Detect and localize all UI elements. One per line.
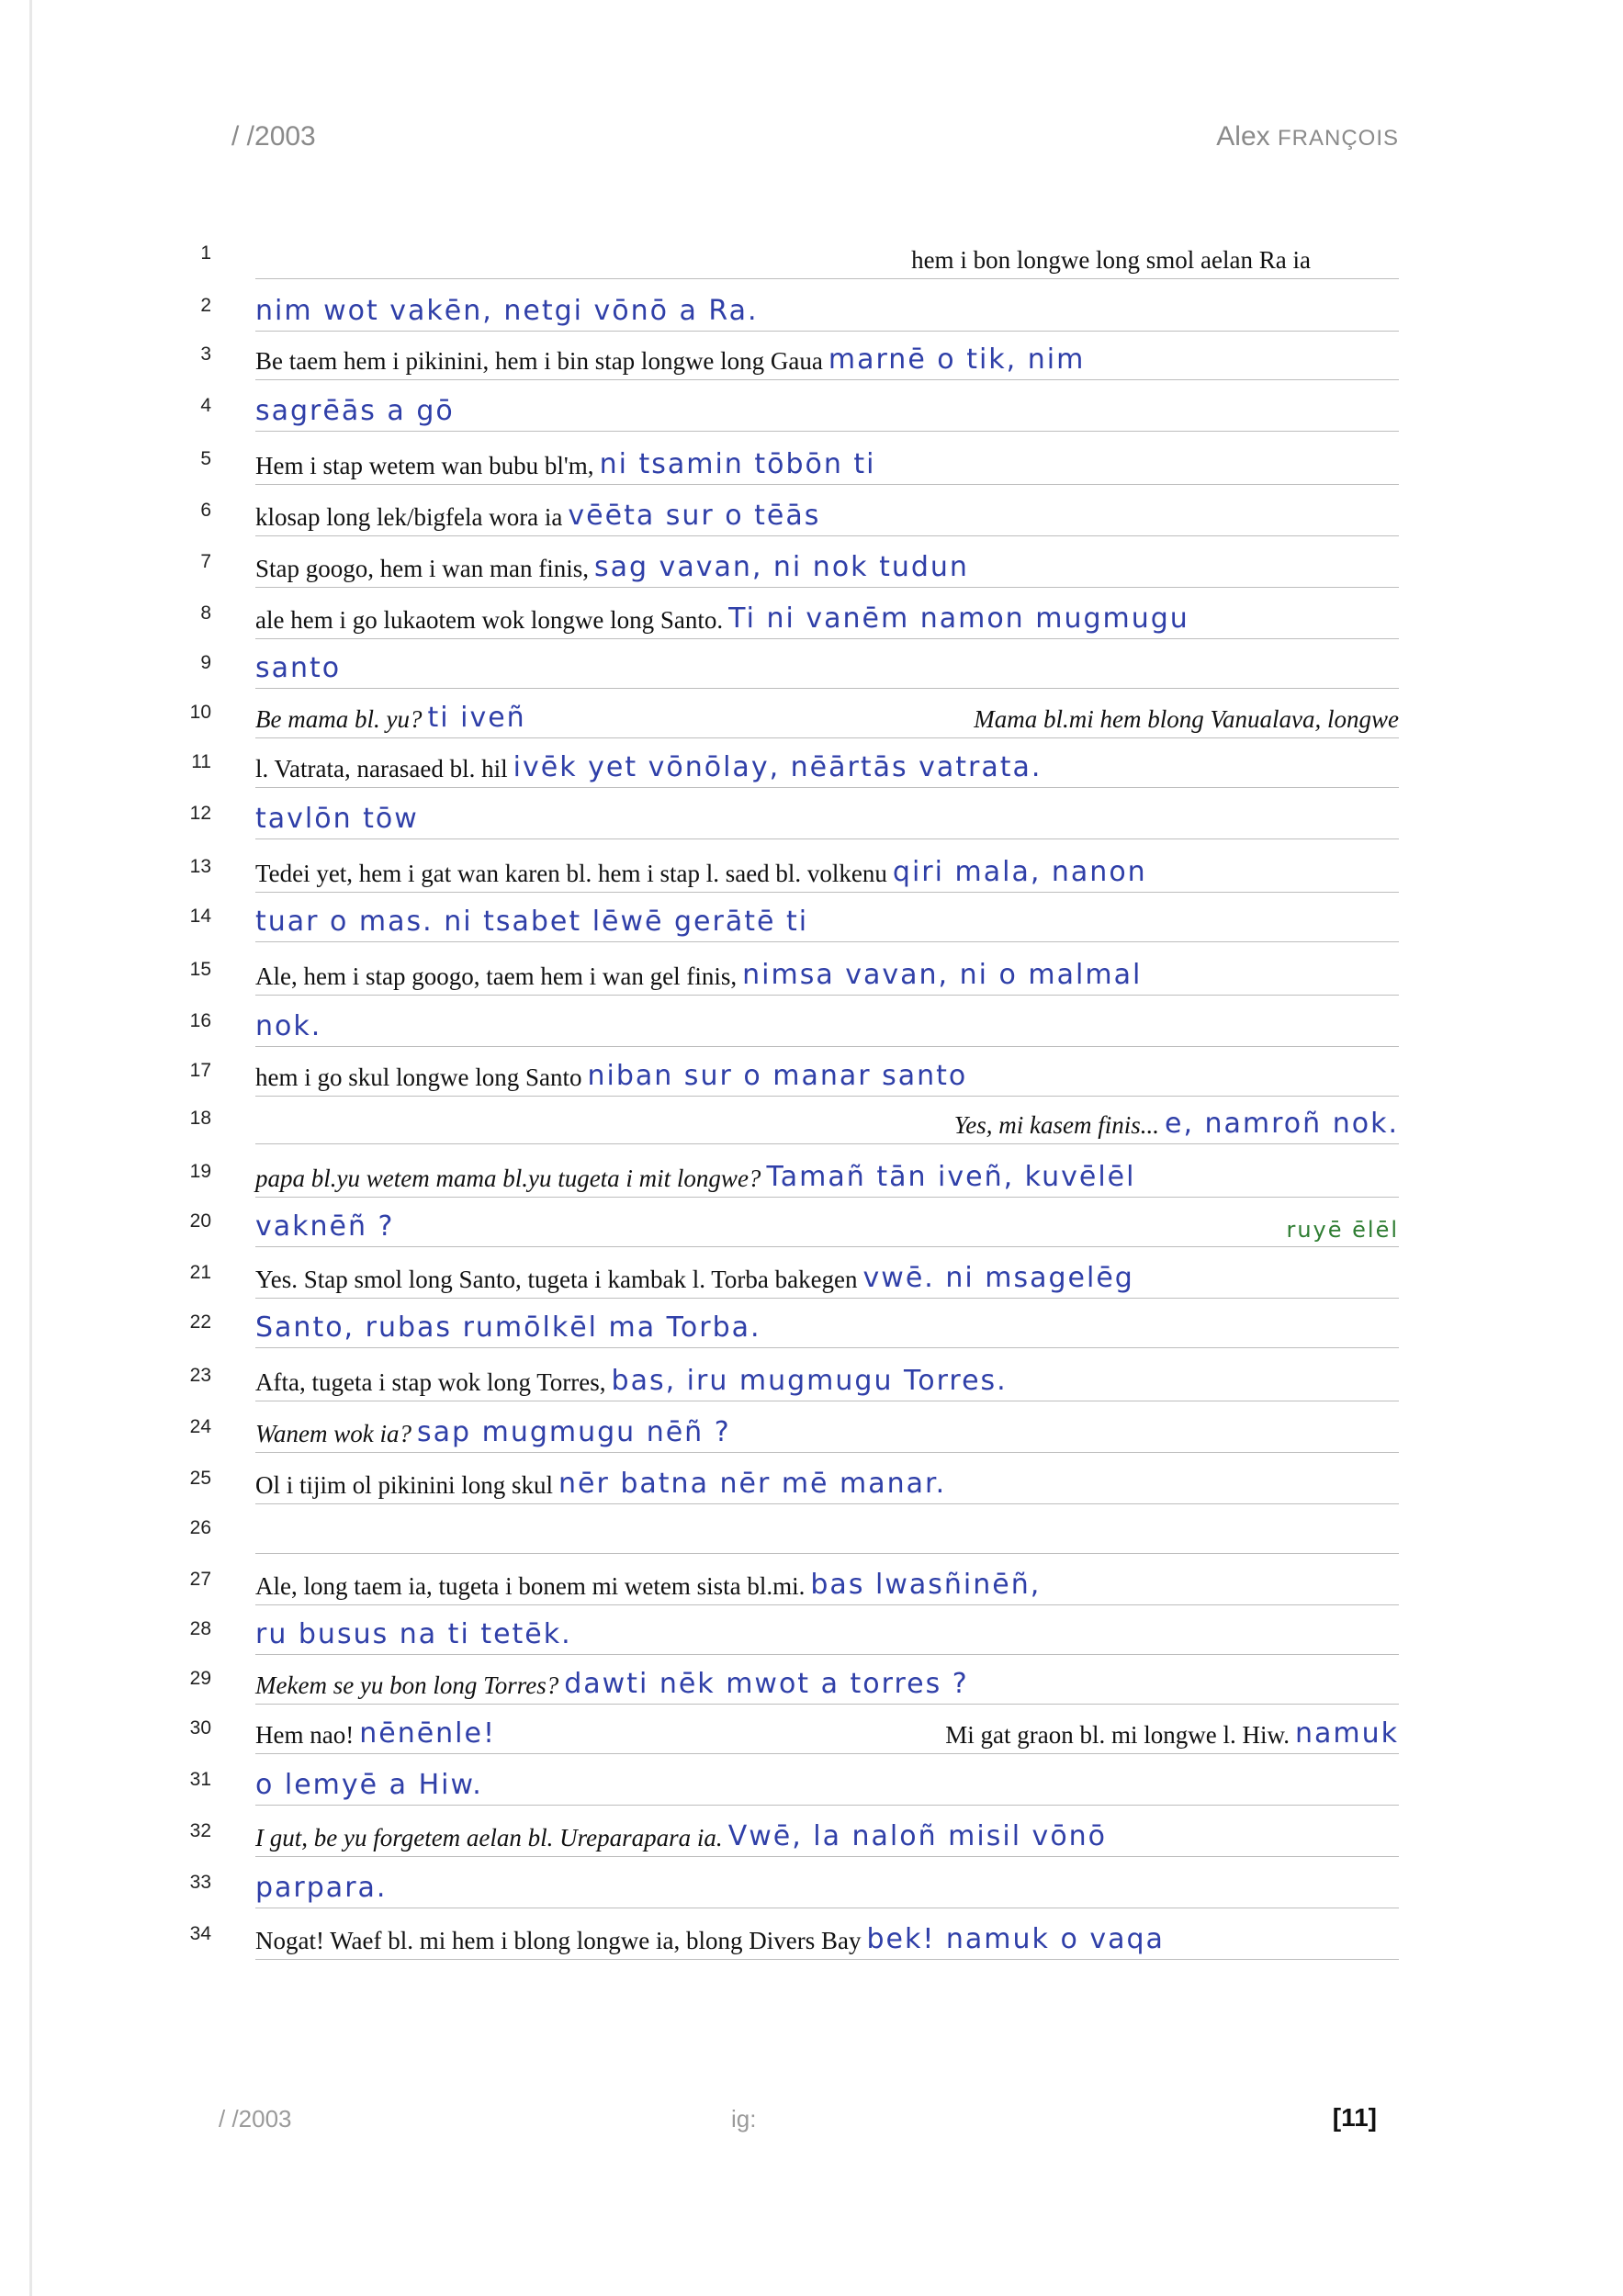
handwritten-text: sag vavan, ni nok tudun (593, 551, 969, 583)
handwritten-text: e, namroñ nok. (1164, 1108, 1399, 1140)
line-content (255, 1093, 1399, 1144)
transcript-line (0, 228, 1623, 279)
transcript-line (0, 1754, 1623, 1806)
line-number: 9 (200, 652, 211, 673)
line-number: 33 (189, 1872, 211, 1893)
line-number: 17 (189, 1060, 211, 1081)
line-content (255, 329, 1399, 380)
printed-text: ale hem i go lukaotem wok longwe long Santo. (255, 606, 724, 634)
transcript-line (0, 1653, 1623, 1705)
handwritten-text: nimsa vavan, ni o malmal (742, 959, 1143, 991)
handwritten-text: nēr batna nēr mē manar. (558, 1468, 947, 1500)
line-content (255, 1247, 1399, 1299)
transcript-line (0, 1146, 1623, 1198)
line-content (255, 1554, 1399, 1605)
line-number: 24 (189, 1416, 211, 1437)
printed-text: Hem i stap wetem wan bubu bl'm, (255, 452, 594, 479)
line-content (255, 788, 1399, 839)
transcript-line (0, 737, 1623, 788)
line-number: 34 (189, 1923, 211, 1944)
handwritten-text: marnē o tik, nim (828, 343, 1086, 376)
printed-text: klosap long lek/bigfela wora ia (255, 503, 563, 531)
line-content (255, 841, 1399, 893)
line-number: 1 (200, 242, 211, 264)
handwritten-text: bas, iru mugmugu Torres. (611, 1365, 1008, 1397)
line-number: 15 (189, 959, 211, 980)
header-author (1216, 121, 1399, 152)
line-number: 19 (189, 1161, 211, 1182)
transcript-line (0, 1604, 1623, 1655)
transcript-line (0, 1503, 1623, 1554)
line-content (255, 228, 1399, 279)
author-last-name: FRANÇOIS (1277, 126, 1399, 151)
line-content (255, 1196, 1399, 1247)
printed-text: Be taem hem i pikinini, hem i bin stap longwe long Gaua (255, 347, 823, 375)
printed-text: Ol i tijim ol pikinini long skul (255, 1471, 554, 1499)
transcript-line (0, 1196, 1623, 1247)
transcript-line (0, 1857, 1623, 1908)
footer-date: / /2003 (219, 2105, 292, 2133)
handwritten-text: sagrēās a gō (255, 395, 455, 427)
transcript-line (0, 687, 1623, 738)
transcript-line (0, 1350, 1623, 1401)
line-number: 23 (189, 1365, 211, 1386)
line-number: 20 (189, 1210, 211, 1232)
line-number: 29 (189, 1668, 211, 1689)
line-content (255, 1297, 1399, 1348)
line-content (255, 1350, 1399, 1401)
handwritten-text: vwē. ni msagelēg (862, 1262, 1134, 1294)
transcript-line (0, 1554, 1623, 1605)
printed-text: Nogat! Waef bl. mi hem i blong longwe ia, blong Divers Bay (255, 1927, 862, 1954)
line-content (255, 944, 1399, 996)
transcript-line (0, 788, 1623, 839)
line-content (255, 1754, 1399, 1806)
transcript-line (0, 1045, 1623, 1097)
handwritten-text: Ti ni vanēm namon mugmugu (728, 602, 1189, 635)
line-content (255, 891, 1399, 942)
header-date: / /2003 (231, 121, 316, 152)
line-content (255, 637, 1399, 689)
printed-text: papa bl.yu wetem mama bl.yu tugeta i mit longwe? (255, 1165, 761, 1192)
line-number: 11 (191, 751, 211, 772)
handwritten-text: santo (255, 652, 342, 684)
author-first-name: Alex (1216, 121, 1270, 152)
printed-text: Yes. Stap smol long Santo, tugeta i kambak l. Torba bakegen (255, 1266, 858, 1293)
printed-text: Mama bl.mi hem blong Vanualava, longwe (974, 705, 1399, 733)
transcript-line (0, 841, 1623, 893)
line-number: 5 (200, 448, 211, 469)
printed-text: Hem nao! (255, 1721, 355, 1749)
line-number: 26 (189, 1517, 211, 1538)
line-number: 10 (189, 702, 211, 723)
line-number: 16 (189, 1010, 211, 1031)
line-number: 8 (200, 602, 211, 624)
line-number: 13 (189, 856, 211, 877)
line-content (255, 1653, 1399, 1705)
line-number: 2 (200, 295, 211, 316)
line-content (255, 433, 1399, 485)
transcript-line (0, 433, 1623, 485)
page-number: [11] (1332, 2103, 1377, 2132)
handwritten-text: o lemyē a Hiw. (255, 1769, 483, 1801)
transcript-line (0, 1453, 1623, 1504)
handwritten-text: Tamañ tān iveñ, kuvēlēl (766, 1161, 1136, 1193)
line-number: 12 (189, 803, 211, 824)
line-number: 30 (189, 1717, 211, 1739)
line-number: 31 (189, 1769, 211, 1790)
line-content (255, 1146, 1399, 1198)
transcript-line (0, 891, 1623, 942)
handwritten-text: sap mugmugu nēñ ? (417, 1416, 731, 1448)
printed-text: Mekem se yu bon long Torres? (255, 1671, 559, 1699)
transcript-line (0, 1908, 1623, 1960)
transcript-line (0, 637, 1623, 689)
transcript-line (0, 1401, 1623, 1453)
handwritten-text: ni tsamin tōbōn ti (599, 448, 876, 480)
handwritten-text: ruyē ēlēl (1286, 1217, 1399, 1243)
line-content (255, 996, 1399, 1047)
handwritten-text: dawti nēk mwot a torres ? (564, 1668, 969, 1700)
line-number: 7 (200, 551, 211, 572)
line-content (255, 1401, 1399, 1453)
transcript-line (0, 536, 1623, 588)
handwritten-text: tuar o mas. ni tsabet lēwē gerātē ti (255, 906, 809, 938)
handwritten-text: nim wot vakēn, netgi vōnō a Ra. (255, 295, 759, 327)
transcript-line (0, 1093, 1623, 1144)
line-number: 25 (189, 1468, 211, 1489)
transcript-line (0, 280, 1623, 332)
transcript-line (0, 1297, 1623, 1348)
line-number: 21 (189, 1262, 211, 1283)
line-content (255, 1453, 1399, 1504)
transcript-line (0, 1806, 1623, 1857)
line-content (255, 737, 1399, 788)
printed-text: Ale, long taem ia, tugeta i bonem mi wetem sista bl.mi. (255, 1572, 806, 1600)
printed-text: Wanem wok ia? (255, 1420, 411, 1447)
printed-text: hem i bon longwe long smol aelan Ra ia (911, 246, 1311, 274)
printed-text: Yes, mi kasem finis... (953, 1111, 1159, 1139)
printed-text: I gut, be yu forgetem aelan bl. Ureparapara ia. (255, 1824, 723, 1851)
line-content (255, 1857, 1399, 1908)
line-number: 27 (189, 1569, 211, 1590)
handwritten-text: tavlōn tōw (255, 803, 419, 835)
transcript-line (0, 380, 1623, 432)
transcript-line (0, 588, 1623, 639)
line-content (255, 380, 1399, 432)
handwritten-text: nēnēnle! (359, 1717, 496, 1750)
handwritten-text: niban sur o manar santo (587, 1060, 968, 1092)
handwritten-text: vaknēñ ? (255, 1210, 395, 1243)
handwritten-text: vēēta sur o tēās (568, 500, 821, 532)
printed-text: Stap googo, hem i wan man finis, (255, 555, 589, 582)
transcript-line (0, 996, 1623, 1047)
line-content (255, 1604, 1399, 1655)
transcript-line (0, 944, 1623, 996)
printed-text: Ale, hem i stap googo, taem hem i wan gel finis, (255, 962, 738, 990)
line-number: 4 (200, 395, 211, 416)
handwritten-text: Santo, rubas rumōlkēl ma Torba. (255, 1311, 761, 1344)
transcript-line (0, 1247, 1623, 1299)
printed-text: l. Vatrata, narasaed bl. hil (255, 755, 508, 782)
line-content (255, 485, 1399, 536)
transcript-line (0, 329, 1623, 380)
line-content (255, 687, 1399, 738)
handwritten-text: ivēk yet vōnōlay, nēārtās vatrata. (513, 751, 1043, 783)
printed-text: Be mama bl. yu? (255, 705, 423, 733)
line-number: 32 (189, 1820, 211, 1841)
handwritten-text: bek! namuk o vaqa (866, 1923, 1165, 1955)
line-content (255, 1045, 1399, 1097)
line-content (255, 536, 1399, 588)
line-content (255, 1703, 1399, 1754)
printed-text: hem i go skul longwe long Santo (255, 1064, 582, 1091)
footer-ig: ig: (731, 2105, 757, 2133)
printed-text: Afta, tugeta i stap wok long Torres, (255, 1368, 606, 1396)
printed-text: Mi gat graon bl. mi longwe l. Hiw. (945, 1721, 1290, 1749)
transcript-line (0, 485, 1623, 536)
printed-text: Tedei yet, hem i gat wan karen bl. hem i stap l. saed bl. volkenu (255, 860, 887, 887)
handwritten-text: nok. (255, 1010, 322, 1042)
line-content (255, 588, 1399, 639)
line-number: 3 (200, 343, 211, 365)
line-number: 28 (189, 1618, 211, 1639)
line-number: 6 (200, 500, 211, 521)
transcript-line (0, 1703, 1623, 1754)
handwritten-text: parpara. (255, 1872, 388, 1904)
line-content (255, 1806, 1399, 1857)
handwritten-text: ti iveñ (427, 702, 526, 734)
line-number: 18 (189, 1108, 211, 1129)
handwritten-text: namuk (1294, 1717, 1399, 1750)
line-content (255, 1503, 1399, 1554)
handwritten-text: qiri mala, nanon (892, 856, 1147, 888)
line-number: 14 (189, 906, 211, 927)
handwritten-text: Vwē, la naloñ misil vōnō (727, 1820, 1108, 1852)
handwritten-text: ru busus na ti tetēk. (255, 1618, 572, 1650)
line-number: 22 (189, 1311, 211, 1333)
line-content (255, 1908, 1399, 1960)
line-content (255, 280, 1399, 332)
handwritten-text: bas lwasñinēñ, (810, 1569, 1042, 1601)
